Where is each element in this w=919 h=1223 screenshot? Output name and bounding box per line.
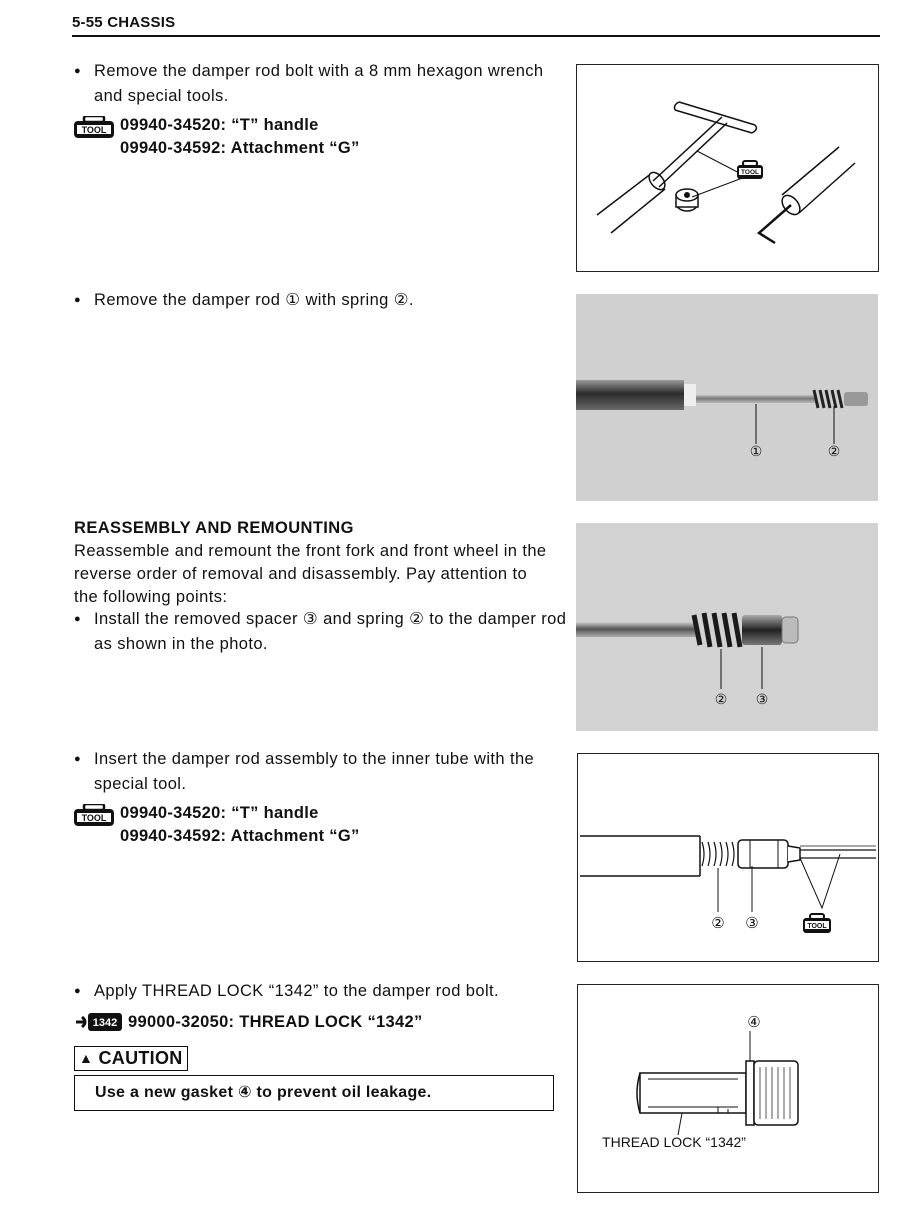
photo1-label-1: ① — [749, 443, 763, 459]
caution-title-text: CAUTION — [98, 1048, 183, 1068]
page-header-title: 5-55 CHASSIS — [72, 14, 176, 31]
bullet-install-spacer: ● Install the removed spacer ③ and spring ② to the damper rod as shown in the photo. — [74, 608, 576, 656]
caution-box — [74, 1075, 554, 1111]
paragraph-reassembly: Reassemble and remount the front fork and front wheel in the reverse order of removal and disassembly. Pay attention to the following points: — [74, 542, 547, 606]
figure4-label-2: ② — [711, 915, 725, 932]
svg-text:TOOL: TOOL — [741, 169, 759, 176]
caution-title — [74, 1046, 188, 1071]
bullet-apply-thread-lock: ● Apply THREAD LOCK “1342” to the damper rod bolt. — [74, 980, 576, 1005]
figure-damper-rod-bolt — [577, 984, 879, 1193]
figure4-label-3: ③ — [745, 915, 759, 932]
page-header — [72, 13, 880, 37]
figure-tool-icon — [737, 161, 763, 179]
tool-icon-2-label: TOOL — [81, 813, 107, 823]
photo2-label-3: ③ — [755, 691, 769, 707]
tool-icon-label: TOOL — [81, 125, 107, 135]
photo2-label-2: ② — [714, 691, 728, 707]
caution-warning-icon: ▲ — [79, 1050, 94, 1066]
photo-damper-rod-removed — [576, 294, 878, 501]
tool-line-attachment-g-2: 09940-34592: Attachment “G” — [120, 827, 360, 845]
figure5-label-4: ④ — [747, 1014, 761, 1031]
thread-lock-icon — [74, 1011, 124, 1038]
svg-text:TOOL: TOOL — [807, 923, 827, 930]
bullet-insert-damper-rod: ● Insert the damper rod assembly to the inner tube with the special tool. — [74, 748, 576, 796]
photo-spacer-spring-installed — [576, 523, 878, 731]
tool-icon-2 — [74, 804, 114, 831]
section-heading-reassembly: REASSEMBLY AND REMOUNTING — [74, 519, 354, 537]
bullet-remove-bolt: ● Remove the damper rod bolt with a 8 mm hexagon wrench and special tools. — [74, 60, 574, 108]
caution-text: Use a new gasket ④ to prevent oil leakage. — [95, 1084, 432, 1101]
tool-icon — [74, 116, 114, 143]
figure4-tool-icon — [803, 914, 831, 933]
tool-line-attachment-g: 09940-34592: Attachment “G” — [120, 139, 360, 157]
thread-lock-icon-label: 1342 — [92, 1017, 118, 1029]
photo1-label-2: ② — [827, 443, 841, 459]
figure5-caption: THREAD LOCK “1342” — [602, 1134, 746, 1150]
tool-line-t-handle: 09940-34520: “T” handle — [120, 116, 319, 134]
figure-insert-assembly — [577, 753, 879, 962]
bullet-remove-damper-rod: ● Remove the damper rod ① with spring ②. — [74, 289, 574, 314]
thread-lock-spec: 99000-32050: THREAD LOCK “1342” — [128, 1013, 423, 1031]
figure-special-tools — [576, 64, 879, 272]
tool-line-t-handle-2: 09940-34520: “T” handle — [120, 804, 319, 822]
